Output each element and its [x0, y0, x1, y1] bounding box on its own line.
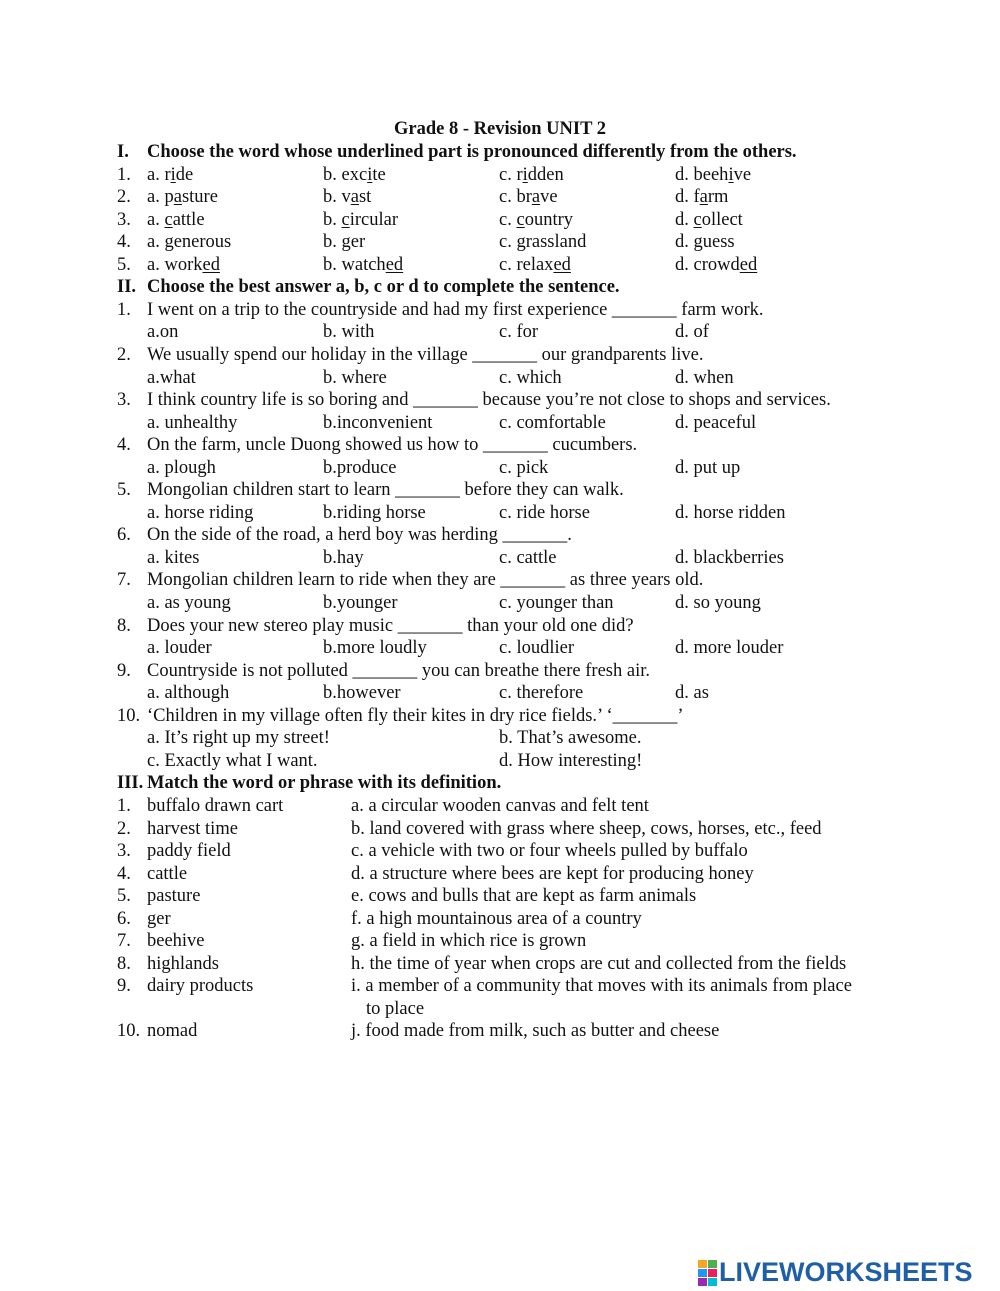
answer-option[interactable]: b.inconvenient [323, 412, 433, 433]
match-word: harvest time [147, 818, 238, 839]
answer-option[interactable]: c. which [499, 367, 562, 388]
match-definition: f. a high mountainous area of a country [351, 908, 642, 929]
answer-option[interactable]: a.on [147, 322, 179, 343]
question-number: 5. [117, 254, 131, 275]
match-word: nomad [147, 1021, 198, 1042]
question-number: 3. [117, 209, 131, 230]
match-word: buffalo drawn cart [147, 795, 284, 816]
answer-option[interactable]: b.younger [323, 593, 398, 613]
option-text: d. crowd [675, 254, 740, 275]
answer-option[interactable]: c. comfortable [499, 412, 606, 433]
question-text: Does your new stereo play music _______ than your old one did? [147, 615, 634, 636]
question-number: 5. [117, 480, 131, 501]
underlined-part: a [350, 187, 359, 208]
question-number: 4. [117, 435, 131, 456]
underlined-part: ed [202, 254, 220, 275]
section-1-number: I. [117, 142, 129, 162]
question-number: 7. [117, 931, 131, 952]
option-text: c. r [499, 164, 523, 185]
question-text: We usually spend our holiday in the village _______ our grandparents live. [147, 344, 704, 365]
answer-option[interactable]: d. more louder [675, 638, 784, 659]
question-number: 2. [117, 187, 131, 208]
answer-option[interactable]: a.what [147, 367, 196, 388]
match-definition: d. a structure where bees are kept for producing honey [351, 863, 754, 884]
answer-option[interactable]: a. unhealthy [147, 412, 238, 433]
underlined-part: g [516, 232, 526, 253]
question-number: 4. [117, 863, 131, 884]
question-number: 5. [117, 886, 131, 907]
question-number: 1. [117, 164, 131, 185]
question-number: 2. [117, 818, 131, 839]
option-text: d. f [675, 187, 700, 208]
answer-option[interactable]: a. It’s right up my street! [147, 728, 330, 749]
answer-option[interactable]: c. pick [499, 457, 549, 478]
option-text: a. p [147, 187, 174, 208]
answer-option[interactable]: b. with [323, 322, 375, 343]
question-number: 3. [117, 841, 131, 862]
answer-option[interactable]: b.hay [323, 547, 364, 568]
option-text: dden [527, 164, 564, 185]
option-text: d. beeh [675, 164, 729, 185]
question-text: On the side of the road, a herd boy was herding _______. [147, 525, 572, 546]
logo-tile [698, 1269, 707, 1277]
option-text: de [175, 164, 194, 185]
option-text: er [350, 232, 366, 253]
match-definition: j. food made from milk, such as butter and cheese [351, 1021, 720, 1042]
option-text: a. [147, 209, 165, 230]
answer-option[interactable]: c. Exactly what I want. [147, 750, 318, 771]
underlined-part: c [164, 209, 173, 230]
answer-option[interactable]: b.produce [323, 457, 397, 478]
underlined-part: i [367, 164, 373, 185]
answer-option[interactable]: d. peaceful [675, 412, 757, 433]
question-text: I think country life is so boring and _______ because you’re not close to shops and services. [147, 390, 831, 411]
answer-option[interactable] [499, 164, 564, 186]
logo-tile [708, 1278, 717, 1286]
option-text: b. v [323, 187, 351, 208]
option-text: ountry [524, 209, 573, 230]
underlined-part: c [693, 209, 702, 230]
underlined-part: i [522, 164, 528, 185]
answer-option[interactable] [147, 209, 205, 231]
underlined-part: a [531, 187, 541, 208]
option-text: a. work [147, 254, 203, 275]
answer-option[interactable] [323, 186, 371, 208]
match-word: beehive [147, 931, 205, 952]
match-definition: h. the time of year when crops are cut and collected from the fields [351, 953, 847, 974]
answer-option[interactable] [147, 254, 220, 276]
underlined-part: ed [739, 254, 758, 275]
match-definition: c. a vehicle with two or four wheels pulled by buffalo [351, 841, 748, 862]
question-number: 8. [117, 953, 131, 974]
answer-option[interactable]: a. plough [147, 457, 216, 478]
section-2-number: II. [117, 277, 137, 298]
match-definition: i. a member of a community that moves with its animals from place [351, 976, 852, 997]
match-word: dairy products [147, 976, 254, 997]
answer-option[interactable] [675, 254, 757, 276]
answer-option[interactable] [499, 231, 586, 253]
option-text: sture [181, 187, 218, 208]
option-text: ve [540, 187, 558, 208]
section-3-number: III. [117, 773, 144, 794]
option-text: d. [675, 209, 694, 230]
answer-option[interactable]: c. therefore [499, 683, 584, 704]
question-text: Mongolian children learn to ride when they are _______ as three years old. [147, 570, 704, 591]
section-2-heading: Choose the best answer a, b, c or d to complete the sentence. [147, 277, 620, 298]
option-text: uess [702, 232, 735, 253]
match-word: cattle [147, 863, 188, 884]
question-number: 7. [117, 570, 131, 591]
answer-option[interactable]: c. younger than [499, 593, 614, 613]
option-text: b. [323, 209, 342, 230]
question-text: Countryside is not polluted _______ you can breathe there fresh air. [147, 660, 650, 681]
answer-option[interactable]: a. as young [147, 593, 231, 613]
question-text: On the farm, uncle Duong showed us how to _______ cucumbers. [147, 435, 638, 456]
page-title: Grade 8 - Revision UNIT 2 [394, 119, 606, 139]
question-number: 9. [117, 660, 131, 681]
question-number: 9. [117, 976, 131, 997]
answer-option[interactable] [147, 231, 231, 253]
answer-option[interactable] [323, 231, 365, 253]
option-text: rassland [525, 232, 587, 253]
match-word: ger [147, 908, 171, 929]
answer-option[interactable]: d. when [675, 367, 734, 388]
answer-option[interactable] [499, 186, 558, 208]
underlined-part: ed [385, 254, 404, 275]
question-number: 10. [117, 705, 141, 726]
option-text: c. br [499, 187, 532, 208]
answer-option[interactable] [675, 209, 743, 231]
option-text: enerous [173, 232, 232, 253]
option-text: c. relax [499, 254, 554, 275]
question-text: ‘Children in my village often fly their kites in dry rice fields.’ ‘_______’ [147, 705, 684, 726]
question-number: 1. [117, 299, 131, 320]
answer-option[interactable] [147, 186, 218, 208]
question-number: 4. [117, 232, 131, 253]
option-text: c. [499, 232, 517, 253]
option-text: attle [172, 209, 205, 230]
match-word: pasture [147, 886, 201, 907]
section-3-heading: Match the word or phrase with its definition. [147, 773, 502, 794]
liveworksheets-logo [698, 1258, 973, 1286]
underlined-part: g [164, 232, 174, 253]
answer-option[interactable]: d. so young [675, 593, 761, 613]
answer-option[interactable]: d. of [675, 322, 709, 343]
match-word: highlands [147, 953, 219, 974]
match-definition-continued: to place [366, 998, 425, 1019]
option-text: st [358, 187, 372, 208]
option-text: b. exc [323, 164, 368, 185]
logo-tile [698, 1278, 707, 1286]
answer-option[interactable]: c. ride horse [499, 502, 590, 523]
answer-option[interactable] [675, 186, 728, 208]
underlined-part: g [693, 232, 703, 253]
question-text: Mongolian children start to learn _______ before they can walk. [147, 480, 624, 501]
logo-icon [698, 1260, 716, 1284]
question-number: 6. [117, 525, 131, 546]
question-number: 1. [117, 795, 131, 816]
logo-tile [708, 1260, 717, 1268]
option-text: d. [675, 232, 694, 253]
answer-option[interactable]: a. kites [147, 547, 200, 568]
answer-option[interactable]: d. as [675, 683, 709, 704]
question-number: 3. [117, 390, 131, 411]
logo-text: LIVEWORKSHEETS [719, 1256, 973, 1287]
underlined-part: c [341, 209, 350, 230]
logo-tile [698, 1260, 707, 1268]
answer-option[interactable]: d. blackberries [675, 547, 784, 568]
match-definition: b. land covered with grass where sheep, cows, horses, etc., feed [351, 818, 822, 839]
answer-option[interactable]: a. although [147, 683, 230, 704]
match-word: paddy field [147, 841, 231, 862]
underlined-part: ed [553, 254, 571, 275]
underlined-part: i [170, 164, 176, 185]
question-number: 10. [117, 1021, 141, 1042]
option-text: ircular [349, 209, 398, 230]
option-text: a. [147, 232, 165, 253]
option-text: rm [707, 187, 729, 208]
answer-option[interactable] [499, 254, 571, 276]
logo-tile [708, 1269, 717, 1277]
underlined-part: a [173, 187, 182, 208]
answer-option[interactable] [675, 164, 751, 186]
answer-option[interactable] [323, 164, 386, 186]
answer-option[interactable] [147, 164, 193, 186]
answer-option[interactable]: b.more loudly [323, 638, 427, 659]
question-number: 8. [117, 615, 131, 636]
answer-option[interactable] [323, 254, 403, 276]
match-definition: a. a circular wooden canvas and felt tent [351, 795, 649, 816]
underlined-part: i [728, 164, 734, 185]
answer-option[interactable] [323, 209, 398, 231]
option-text: ollect [701, 209, 743, 230]
question-number: 2. [117, 344, 131, 365]
option-text: b. watch [323, 254, 386, 275]
question-number: 6. [117, 908, 131, 929]
answer-option[interactable]: d. How interesting! [499, 750, 643, 771]
underlined-part: a [699, 187, 708, 208]
answer-option[interactable]: b. That’s awesome. [499, 728, 642, 749]
option-text: ve [733, 164, 752, 185]
answer-option[interactable]: b.riding horse [323, 502, 426, 523]
match-definition: g. a field in which rice is grown [351, 931, 587, 952]
answer-option[interactable] [499, 209, 573, 231]
match-definition: e. cows and bulls that are kept as farm animals [351, 886, 697, 907]
answer-option[interactable] [675, 231, 735, 253]
answer-option[interactable]: c. loudlier [499, 638, 575, 659]
section-1-heading: Choose the word whose underlined part is pronounced differently from the others. [147, 142, 797, 162]
answer-option[interactable]: a. horse riding [147, 502, 254, 523]
question-text: I went on a trip to the countryside and had my first experience _______ farm work. [147, 299, 764, 320]
underlined-part: g [341, 232, 351, 253]
answer-option[interactable]: c. cattle [499, 547, 557, 568]
answer-option[interactable]: c. for [499, 322, 539, 343]
answer-option[interactable]: d. horse ridden [675, 502, 786, 523]
option-text: c. [499, 209, 517, 230]
option-text: b. [323, 232, 342, 253]
answer-option[interactable]: b.however [323, 683, 401, 704]
answer-option[interactable]: b. where [323, 367, 387, 388]
underlined-part: c [516, 209, 525, 230]
answer-option[interactable]: a. louder [147, 638, 212, 659]
option-text: te [372, 164, 386, 185]
option-text: a. r [147, 164, 171, 185]
answer-option[interactable]: d. put up [675, 457, 741, 478]
